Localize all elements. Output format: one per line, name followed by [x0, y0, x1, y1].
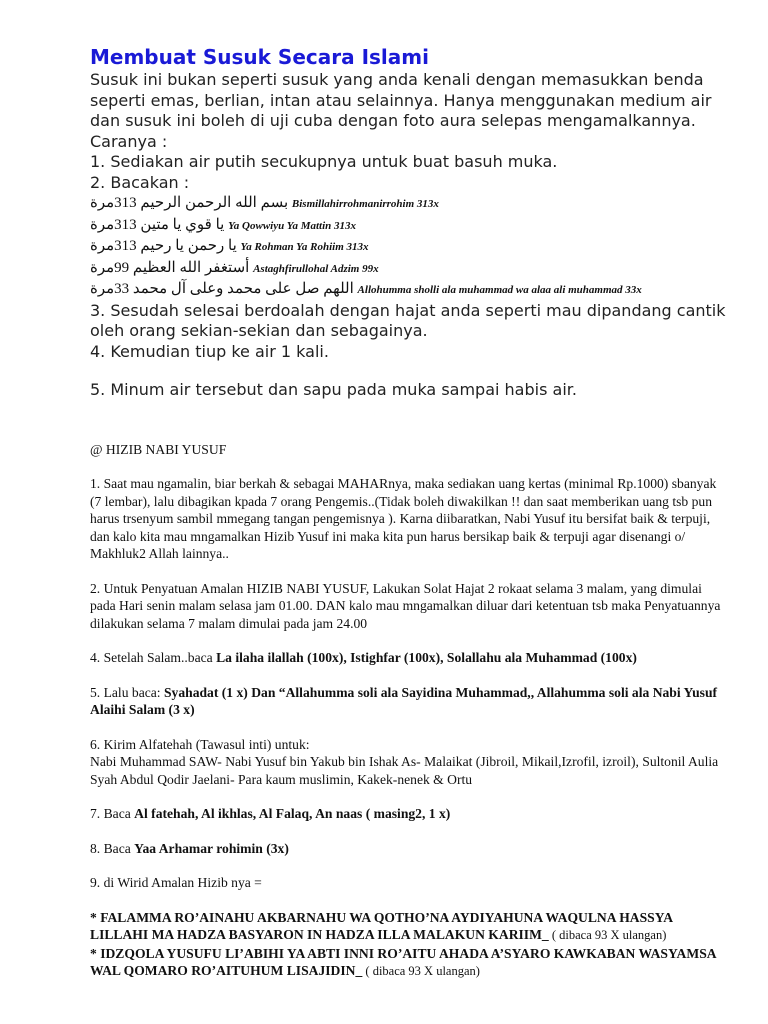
spacer [90, 788, 730, 805]
prayer-latin: Astaghfirullohal Adzim 99x [253, 262, 379, 275]
spacer [90, 362, 730, 380]
hizib-p4-text: 4. Setelah Salam..baca [90, 650, 217, 665]
spacer [90, 667, 730, 684]
hizib-paragraph-7 [90, 805, 730, 823]
prayer-line [90, 279, 730, 301]
hizib-p8-text: 8. Baca [90, 840, 135, 856]
prayer-arabic: بسم الله الرحمن الرحيم 313مرة [90, 195, 289, 211]
spacer [90, 563, 730, 580]
hizib-p7-text: 7. Baca [90, 806, 135, 821]
spacer [90, 401, 730, 441]
prayer-line [90, 215, 730, 237]
step-5: 5. Minum air tersebut dan sapu pada muka sampai habis air. [90, 380, 577, 399]
hizib-heading: @ HIZIB NABI YUSUF [90, 441, 227, 457]
prayer-arabic: أستغفر الله العظيم 99مرة [90, 259, 250, 276]
hizib-paragraph-2: 2. Untuk Penyatuan Amalan HIZIB NABI YUSUF, Lakukan Solat Hajat 2 rokaat selama 3 malam, yang dimulai pada Hari senin malam selasa jam 01.00. DAN kalo mau mngamalkan diluar dari ketentuan tsb maka Penyatuannya dilakukan selama 7 malam dimulai pada jam 24.00 [90, 580, 721, 631]
caranya-label: Caranya : [90, 131, 168, 151]
spacer [90, 823, 730, 840]
page-title: Membuat Susuk Secara Islami [90, 45, 429, 69]
hizib-paragraph-9: 9. di Wirid Amalan Hizib nya = [90, 875, 262, 890]
wirid-2-note: ( dibaca 93 X ulangan) [362, 964, 480, 978]
hizib-paragraph-1: 1. Saat mau ngamalin, biar berkah & sebagai MAHARnya, maka sediakan uang kertas (minimal Rp.1000) sbanyak (7 lembar), lalu dibagikan kpada 7 orang Pengemis..(Tidak boleh diwakilkan !! dan saat memberikan uang tsb pun harus trsenyum sambil mmegang tangan pengemisnya ). Karna diibaratkan, Nabi Yusuf itu bersifat baik & terpuji, dan kalo kita mau mngamalkan Hizib Yusuf ini maka kita pun harus bersikap baik & terpuji agar disenangi o/ Makhluk2 Allah lainnya.. [90, 476, 717, 561]
spacer [90, 857, 730, 874]
prayer-arabic: يا رحمن يا رحيم 313مرة [90, 238, 237, 254]
prayer-arabic: يا قوي يا متين 313مرة [90, 216, 225, 233]
hizib-p6-line1: 6. Kirim Alfatehah (Tawasul inti) untuk: [90, 736, 310, 752]
prayer-latin: Ya Rohman Ya Rohiim 313x [240, 241, 369, 253]
prayer-line [90, 193, 730, 215]
prayer-line [90, 258, 730, 280]
hizib-p8-bold: Yaa Arhamar rohimin (3x) [134, 840, 289, 856]
hizib-paragraph-4 [90, 649, 730, 667]
step-3: 3. Sesudah selesai berdoalah dengan hajat anda seperti mau dipandang cantik oleh orang sekian-sekian dan sebagainya. [90, 300, 726, 340]
hizib-paragraph-8 [90, 840, 730, 858]
spacer [90, 892, 730, 909]
intro-paragraph: Susuk ini bukan seperti susuk yang anda kenali dengan memasukkan benda seperti emas, berlian, intan atau selainnya. Hanya menggunakan medium air dan susuk ini boleh di uji cuba dengan foto aura selepas mengamalkannya. [90, 70, 712, 130]
hizib-p5-bold: Syahadat (1 x) Dan “Allahumma soli ala Sayidina Muhammad,, Allahumma soli ala Nabi Yusuf Alaihi Salam (3 x) [90, 684, 718, 717]
spacer [90, 458, 730, 475]
hizib-p6-line2: Nabi Muhammad SAW- Nabi Yusuf bin Yakub bin Ishak As- Malaikat (Jibroil, Mikail,Izrofil, izroil), Sultonil Aulia Syah Abdul Qodir Jaelani- Para kaum muslimin, Kakek-nenek & Ortu [90, 754, 719, 787]
prayer-latin: Bismillahirrohmanirrohim 313x [291, 198, 439, 210]
document-page [90, 44, 730, 981]
step-4: 4. Kemudian tiup ke air 1 kali. [90, 341, 329, 361]
step-2: 2. Bacakan : [90, 172, 190, 192]
hizib-p4-bold: La ilaha ilallah (100x), Istighfar (100x), Solallahu ala Muhammad (100x) [216, 650, 637, 665]
step-1: 1. Sediakan air putih secukupnya untuk buat basuh muka. [90, 152, 558, 171]
wirid-1 [90, 909, 730, 945]
hizib-paragraph-6 [90, 736, 730, 789]
spacer [90, 632, 730, 649]
wirid-2 [90, 945, 730, 981]
hizib-p7-bold: Al fatehah, Al ikhlas, Al Falaq, An naas ( masing2, 1 x) [134, 806, 451, 821]
spacer [90, 719, 730, 736]
wirid-1-note: ( dibaca 93 X ulangan) [548, 928, 667, 942]
prayer-latin: Allohumma sholli ala muhammad wa alaa ali muhammad 33x [357, 284, 642, 296]
prayer-latin: Ya Qowwiyu Ya Mattin 313x [228, 219, 357, 232]
prayer-line [90, 236, 730, 258]
hizib-paragraph-5 [90, 684, 730, 719]
wirid-2-bold: * IDZQOLA YUSUFU LI’ABIHI YA ABTI INNI RO’AITU AHADA A’SYARO KAWKABAN WASYAMSA WAL QOMARO RO’AITUHUM LISAJIDIN_ [90, 945, 716, 978]
wirid-1-bold: * FALAMMA RO’AINAHU AKBARNAHU WA QOTHO’NA AYDIYAHUNA WAQULNA HASSYA LILLAHI MA HADZA BASYARON IN HADZA ILLA MALAKUN KARIIM_ [90, 909, 673, 942]
hizib-p5-text: 5. Lalu baca: [90, 684, 164, 700]
prayer-list [90, 193, 730, 301]
prayer-arabic: اللهم صل على محمد وعلى آل محمد 33مرة [90, 281, 354, 297]
